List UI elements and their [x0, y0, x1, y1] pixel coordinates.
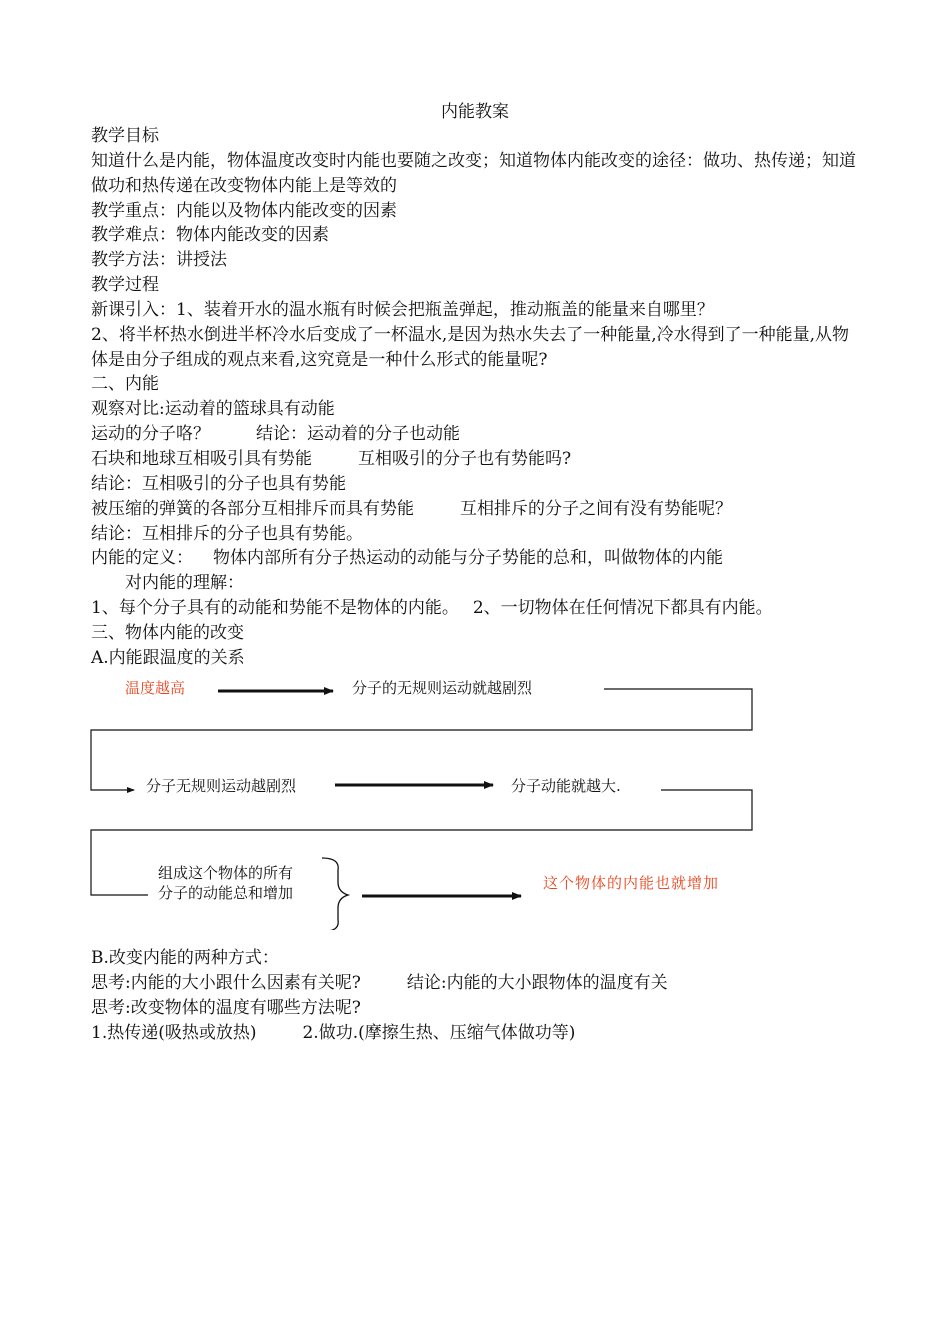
- goals-text: 知道什么是内能，物体温度改变时内能也要随之改变；知道物体内能改变的途径：做功、热传递；知道做功和热传递在改变物体内能上是等效的: [91, 150, 856, 196]
- heading-goals: 教学目标: [91, 126, 159, 146]
- repulsion-conclusion: 结论：互相排斥的分子也具有势能。: [91, 523, 363, 544]
- brace-icon: [322, 858, 348, 930]
- attraction-example: 石块和地球互相吸引具有势能: [91, 448, 312, 469]
- line-moving-molecules: [91, 422, 863, 447]
- difficult-points: 教学难点：物体内能改变的因素: [91, 225, 329, 246]
- key-points: 教学重点：内能以及物体内能改变的因素: [91, 200, 397, 221]
- flow-diagram: [0, 670, 950, 930]
- repulsion-example: 被压缩的弹簧的各部分互相排斥而具有势能: [91, 498, 414, 519]
- intro-question-2: 2、将半杯热水倒进半杯冷水后变成了一杯温水,是因为热水失去了一种能量,冷水得到了一种能量,从物体是由分子组成的观点来看,这究竟是一种什么形式的能量呢?: [91, 324, 850, 370]
- definition-text: 物体内部所有分子热运动的动能与分子势能的总和，叫做物体的内能: [213, 548, 723, 569]
- line-methods: [91, 1021, 863, 1046]
- node-motion-more-violent: 分子的无规则运动就越剧烈: [352, 679, 533, 697]
- method-work: 2.做功.(摩擦生热、压缩气体做功等): [302, 1022, 576, 1043]
- node-higher-temperature: 温度越高: [125, 679, 186, 697]
- understanding-point-2: 2、一切物体在任何情况下都具有内能。: [472, 598, 773, 619]
- repulsion-question: 互相排斥的分子之间有没有势能呢？: [460, 498, 732, 519]
- think-question-2: 思考:改变物体的温度有哪些方法呢?: [91, 997, 361, 1018]
- flow-connectors: [0, 670, 950, 930]
- definition-label: 内能的定义：: [91, 548, 193, 569]
- section-heading-2: 二、内能: [91, 374, 159, 395]
- document-title: 内能教案: [441, 102, 509, 122]
- attraction-conclusion: 结论：互相吸引的分子也具有势能: [91, 473, 346, 494]
- document-body: [91, 124, 863, 671]
- node-total-kinetic-line2: 分子的动能总和增加: [158, 884, 294, 902]
- connector-1: [91, 689, 752, 790]
- understanding-heading: 对内能的理解：: [125, 573, 244, 594]
- section-heading-3: 三、物体内能的改变: [91, 622, 244, 643]
- section-b: [91, 946, 863, 1045]
- understanding-point-1: 1、每个分子具有的动能和势能不是物体的内能。: [91, 598, 459, 619]
- teaching-method: 教学方法：讲授法: [91, 250, 227, 271]
- node-kinetic-energy-larger: 分子动能就越大.: [511, 777, 621, 795]
- node-total-kinetic-line1: 组成这个物体的所有: [158, 864, 294, 882]
- attraction-question: 互相吸引的分子也有势能吗?: [358, 448, 572, 469]
- moving-molecules-conclusion: 结论：运动着的分子也动能: [256, 424, 460, 445]
- subsection-a: A.内能跟温度的关系: [91, 647, 245, 668]
- observe-compare: 观察对比:运动着的篮球具有动能: [91, 399, 335, 420]
- node-irregular-motion: 分子无规则运动越剧烈: [146, 777, 297, 795]
- intro-question-1: 新课引入：1、装着开水的温水瓶有时候会把瓶盖弹起，推动瓶盖的能量来自哪里？: [91, 299, 714, 320]
- line-attraction: [91, 447, 863, 472]
- think-conclusion-1: 结论:内能的大小跟物体的温度有关: [406, 972, 668, 993]
- think-question-1: 思考:内能的大小跟什么因素有关呢?: [91, 972, 361, 993]
- subsection-b: B.改变内能的两种方式：: [91, 948, 279, 968]
- method-heat-transfer: 1.热传递(吸热或放热): [91, 1022, 257, 1043]
- node-internal-energy-increase: 这个物体的内能也就增加: [543, 874, 720, 892]
- line-definition: [91, 546, 863, 571]
- moving-molecules-question: 运动的分子咯？: [91, 424, 210, 445]
- line-understanding: [91, 596, 863, 621]
- line-repulsion: [91, 497, 863, 522]
- line-think-1: [91, 971, 863, 996]
- heading-process: 教学过程: [91, 275, 159, 296]
